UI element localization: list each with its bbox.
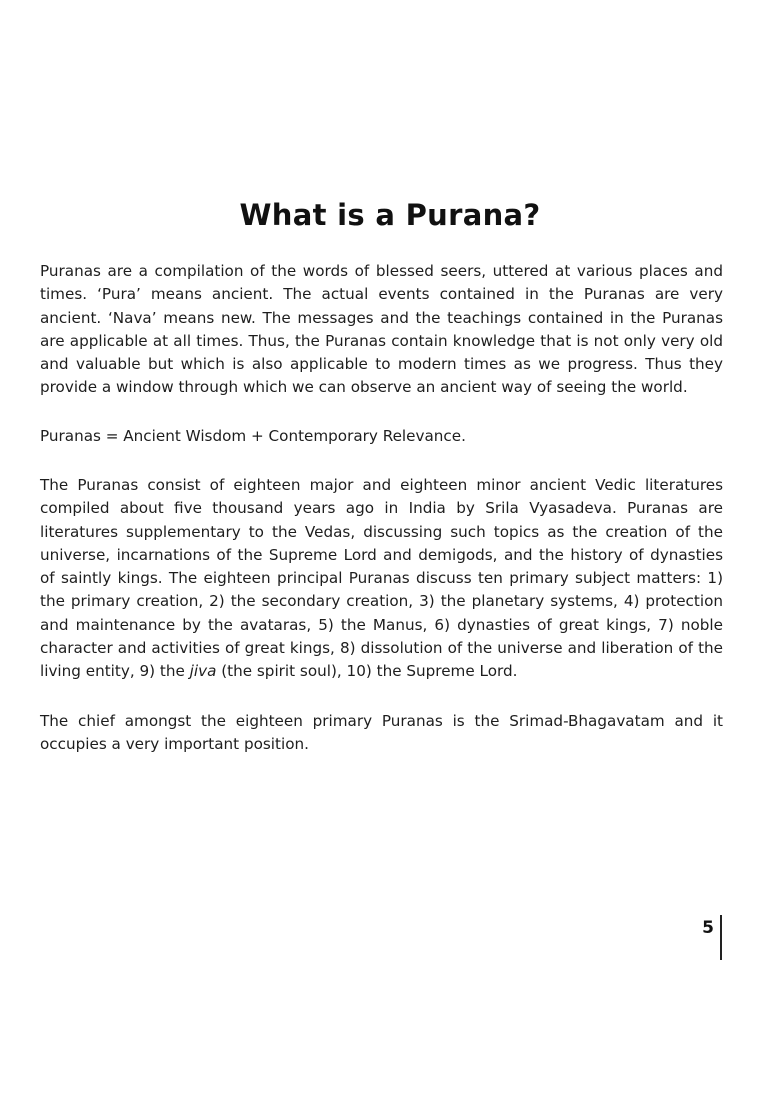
- page-title: What is a Purana?: [239, 198, 541, 232]
- paragraph-eighteen-puranas: [40, 474, 723, 684]
- page-number: 5: [702, 918, 714, 938]
- paragraph-text-before-italic: The Puranas consist of eighteen major and eighteen minor ancient Vedic literatures compiled about five thousand years ago in India by Srila Vyasadeva. Puranas are literatures supplementary to the Vedas, discussing such topics as the creation of the universe, incarnations of the Supreme Lord and demigods, and the history of dynasties of saintly kings. The eighteen principal Puranas discuss ten primary subject matters: 1) the primary creation, 2) the secondary creation, 3) the planetary systems, 4) protection and maintenance by the avataras, 5) the Manus, 6) dynasties of great kings, 7) noble character and activities of great kings, 8) dissolution of the universe and liberation of the living entity, 9) the: [40, 476, 723, 681]
- paragraph-definition: Puranas are a compilation of the words of blessed seers, uttered at various places and times. ‘Pura’ means ancient. The actual events contained in the Puranas are very ancient. ‘Nava’ means new. The messages and the teachings contained in the Puranas are applicable at all times. Thus, the Puranas contain knowledge that is not only very old and valuable but which is also applicable to modern times as we progress. Thus they provide a window through which we can observe an ancient way of seeing the world.: [40, 262, 723, 397]
- paragraph-equation: Puranas = Ancient Wisdom + Contemporary Relevance.: [40, 427, 466, 445]
- paragraph-text-after-italic: (the spirit soul), 10) the Supreme Lord.: [216, 662, 518, 681]
- paragraph-srimad-bhagavatam: The chief amongst the eighteen primary Puranas is the Srimad-Bhagavatam and it occupies a very important position.: [40, 712, 723, 754]
- italic-term-jiva: jiva: [189, 662, 217, 681]
- page-number-rule: [720, 915, 722, 960]
